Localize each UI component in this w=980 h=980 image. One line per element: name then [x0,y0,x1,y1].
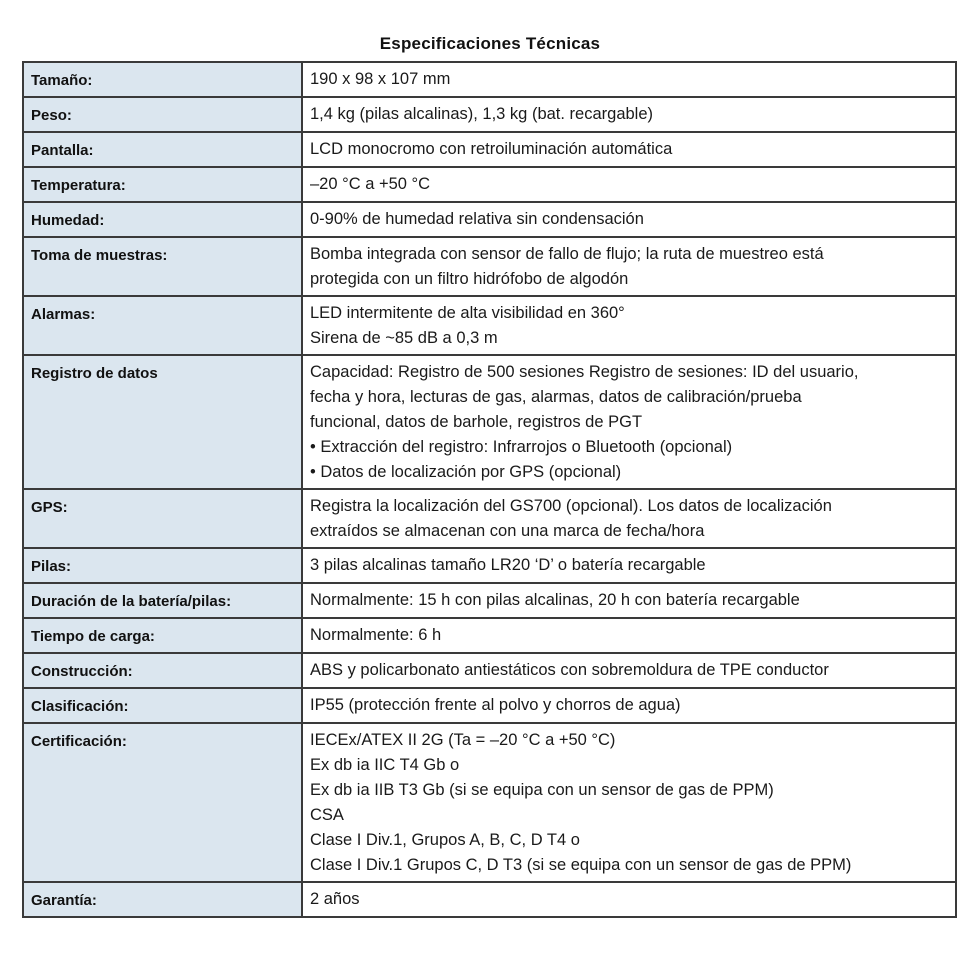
row-value [302,355,956,489]
table-row [23,132,956,167]
table-row [23,237,956,296]
value-line: IECEx/ATEX II 2G (Ta = –20 °C a +50 °C) [310,731,616,749]
row-label: Humedad: [23,202,302,237]
value-line: 190 x 98 x 107 mm [310,70,451,88]
value-line: ABS y policarbonato antiestáticos con sobremoldura de TPE conductor [310,661,829,679]
row-label: Temperatura: [23,167,302,202]
value-line: IP55 (protección frente al polvo y chorros de agua) [310,696,681,714]
value-line: Ex db ia IIB T3 Gb (si se equipa con un sensor de gas de PPM) [310,781,774,799]
table-row [23,355,956,489]
table-row [23,548,956,583]
row-value [302,548,956,583]
row-value [302,723,956,882]
row-value [302,653,956,688]
table-row [23,97,956,132]
table-row [23,688,956,723]
table-row [23,202,956,237]
value-line: Normalmente: 15 h con pilas alcalinas, 20 h con batería recargable [310,591,800,609]
value-line: 0-90% de humedad relativa sin condensación [310,210,644,228]
row-label: Duración de la batería/pilas: [23,583,302,618]
row-label: Construcción: [23,653,302,688]
table-row [23,583,956,618]
row-label: GPS: [23,489,302,548]
row-label: Tamaño: [23,62,302,97]
table-row [23,882,956,917]
row-label: Pilas: [23,548,302,583]
value-line: 1,4 kg (pilas alcalinas), 1,3 kg (bat. recargable) [310,105,654,123]
row-value [302,62,956,97]
row-value [302,202,956,237]
row-value [302,489,956,548]
row-label: Pantalla: [23,132,302,167]
row-label: Registro de datos [23,355,302,489]
value-line: Clase I Div.1, Grupos A, B, C, D T4 o [310,831,580,849]
page-title: Especificaciones Técnicas [379,34,601,53]
value-line: Normalmente: 6 h [310,626,442,644]
value-line: Clase I Div.1 Grupos C, D T3 (si se equipa con un sensor de gas de PPM) [310,856,852,874]
value-line: Capacidad: Registro de 500 sesiones Registro de sesiones: ID del usuario, [310,363,859,381]
value-line: 2 años [310,890,360,908]
table-row [23,62,956,97]
row-value [302,618,956,653]
row-label: Tiempo de carga: [23,618,302,653]
row-value [302,132,956,167]
table-row [23,653,956,688]
row-value [302,237,956,296]
specifications-table-body [23,62,956,917]
value-line: LCD monocromo con retroiluminación automática [310,140,673,158]
row-label: Alarmas: [23,296,302,355]
row-value [302,882,956,917]
row-value [302,296,956,355]
value-line: fecha y hora, lecturas de gas, alarmas, datos de calibración/prueba [310,388,802,406]
value-line: funcional, datos de barhole, registros de PGT [310,413,643,431]
row-value [302,583,956,618]
row-label: Certificación: [23,723,302,882]
value-line: LED intermitente de alta visibilidad en 360° [310,304,625,322]
value-line: extraídos se almacenan con una marca de fecha/hora [310,522,705,540]
table-row [23,296,956,355]
row-value [302,688,956,723]
table-row [23,618,956,653]
bullet-item: • Datos de localización por GPS (opcional) [310,463,622,481]
value-line: –20 °C a +50 °C [310,175,431,193]
value-line: CSA [310,806,344,824]
value-line: Registra la localización del GS700 (opcional). Los datos de localización [310,497,832,515]
specifications-table [22,61,957,918]
value-line: Bomba integrada con sensor de fallo de flujo; la ruta de muestreo está [310,245,824,263]
value-line: Sirena de ~85 dB a 0,3 m [310,329,498,347]
row-value [302,97,956,132]
table-row [23,167,956,202]
row-label: Clasificación: [23,688,302,723]
bullet-item: • Extracción del registro: Infrarrojos o Bluetooth (opcional) [310,438,733,456]
value-line: protegida con un filtro hidrófobo de algodón [310,270,629,288]
value-line: 3 pilas alcalinas tamaño LR20 ‘D’ o batería recargable [310,556,706,574]
row-label: Peso: [23,97,302,132]
table-row [23,489,956,548]
row-label: Garantía: [23,882,302,917]
row-label: Toma de muestras: [23,237,302,296]
table-row [23,723,956,882]
row-value [302,167,956,202]
value-line: Ex db ia IIC T4 Gb o [310,756,460,774]
